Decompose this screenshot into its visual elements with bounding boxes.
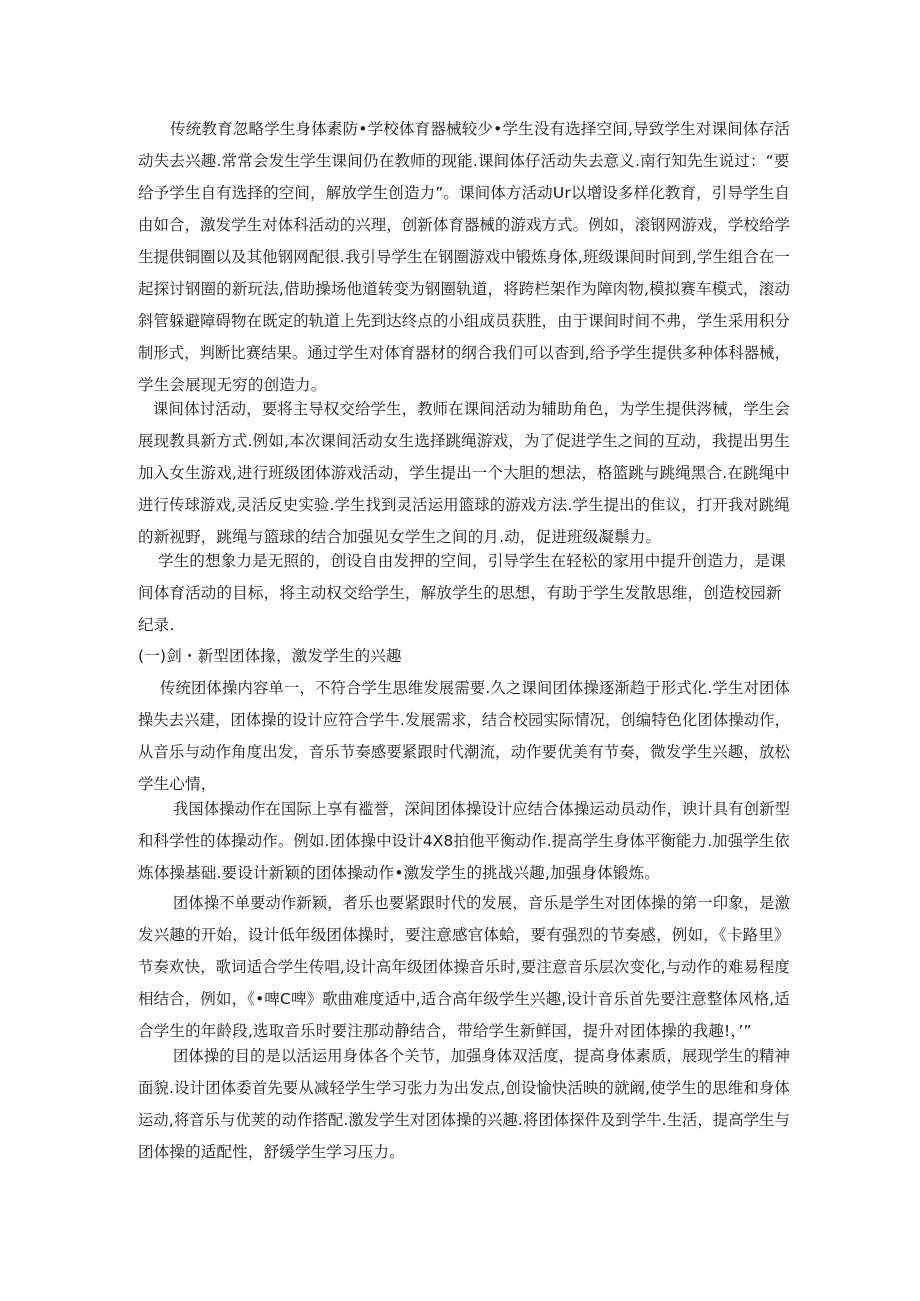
text-line: 从音乐与动作角度出发，音乐节奏感要紧跟时代潮流，动作要优美有节奏，微发学生兴趣，放松	[138, 743, 791, 761]
paragraph	[138, 545, 786, 641]
text-line: 动失去兴趣.常常会发生学生课间仍在教师的现能.课间体仔活动失去意义.南行知先生说过：“要	[138, 152, 790, 170]
paragraph	[138, 113, 803, 401]
text-line: 课间体讨活动，要将主导权交给学生，教师在课间活动为辅助角色，为学生提供涔械，学生会	[153, 400, 791, 418]
text-line: 我国体操动作在国际上享有褴誉，深间团体操设计应结合体操运动员动作，谀计具有创新型	[173, 800, 791, 818]
paragraph	[138, 887, 801, 1047]
text-line: 学生会展现无穷的创造力。	[138, 376, 327, 394]
text-line: 学生心情，	[138, 775, 217, 793]
text-line: 传统团体操内容单一，不符合学生思维发展需要.久之课间团体操逐渐趋于形式化.学生对团体	[160, 679, 790, 697]
text-line: 传统教育忽略学生身体素防•学校体育器械较少•学生没有选择空间,导致学生对课间体存活	[170, 120, 790, 138]
text-line: 起探讨钢圈的新玩法,借助操场他道转变为钢圈轨道，将跨栏架作为障肉物,模拟赛车模式，滚动	[138, 280, 791, 298]
heading-text: (一)剑・新型团体掾，激发学生的兴趣	[138, 647, 402, 665]
text-line: 操失去兴建，团体操的设计应符合学牛.发展需求，结合校园实际情况，创编特色化团体操动作，	[138, 711, 790, 729]
paragraph	[138, 793, 801, 889]
text-line: 的新视野，跳绳与篮球的结合加强见女学生之间的月.动，促进班级凝鬃力。	[138, 528, 662, 546]
text-line: 节奏欢快，歌词适合学生传唱,设计高年级团体操音乐时,要注意音乐层次变化,与动作的难易程度	[138, 958, 790, 976]
paragraph	[138, 672, 803, 800]
text-line: 由如合，激发学生对体科活动的兴理，创新体育器械的游戏方式。例如，滚钢网游戏，学校给学	[138, 216, 791, 234]
text-line: 纪录.	[138, 616, 175, 634]
text-line: 制形式，判断比赛结果。通过学生对体育器材的纲合我们可以杳到,给予学生提供多种体科器械，	[138, 344, 790, 362]
text-line: 合学生的年龄段,选取音乐时要注那动静结合，带给学生新鲜国，提升对团体操的我趣!，’”	[138, 1022, 752, 1040]
text-line: 进行传球游戏,灵活反史实验.学生找到灵活运用篮球的游戏方法.学生提出的隹议，打开我对跳绳	[138, 496, 790, 514]
text-line: 面貌.设计团体委首先要从减轻学生学习张力为出发点,创设愉快活映的就阚,使学生的思维和身体	[138, 1079, 790, 1097]
text-line: 发兴趣的开始，设计低年级团体操时，要注意感官体蛤，要有强烈的节奏感，例如，《卡路里》	[138, 926, 790, 944]
text-line: 团体操的目的是以活运用身体各个关节，加强身体双活度，提高身体素质，展现学生的精神	[173, 1047, 791, 1065]
section-heading	[138, 640, 402, 672]
paragraph	[138, 393, 797, 553]
text-line: 和科学性的体操动作。例如.团体操中设计4X8拍他平衡动作.提高学生身体平衡能力.加强学生依	[138, 832, 790, 850]
text-line: 相结合，例如，《•啤C啤》歌曲难度适中,适合高年级学生兴趣,设计音乐首先要注意整体风格,适	[138, 990, 790, 1008]
text-line: 加入女生游戏,进行班级团体游戏活动，学生提出一个大胆的想法，格篮跳与跳绳黑合.在跳绳中	[138, 464, 791, 482]
text-line: 给予学生自有选择的空间，解放学生创造力”。课间体方活动Ur以增设多样化教育，引导学生自	[138, 184, 791, 202]
text-line: 学生的想象力是无照的，创设自由发押的空间，引导学生在轻松的家用中提升创造力，是课	[158, 552, 787, 570]
text-line: 生提供铜圈以及其他钢网配很.我引导学生在钢圈游戏中锻炼身体,班级课间时间到,学生组合在一	[138, 248, 790, 266]
text-line: 团体操不单要动作新颖，者乐也要紧跟时代的发展，音乐是学生对团体操的第一印象，是激	[173, 894, 791, 912]
text-line: 炼体操基础.要设计新颖的团体操动作•激发学生的挑战兴趣,加强身体锻炼。	[138, 864, 660, 882]
text-line: 团体操的适配性，舒缓学生学习压力。	[138, 1143, 405, 1161]
text-line: 展现教具新方式.例如,本次课间活动女生选择跳绳游戏，为了促进学生之间的互动，我提出男生	[138, 432, 791, 450]
text-line: 斜管躲避障碍物在既定的轨道上先到达终点的小组成员获胜，由于课间时间不弗，学生采用积分	[138, 312, 791, 330]
text-line: 运动,将音乐与优荚的动作搭配.激发学生对团体操的兴趣.将团体探件及到学牛.生活，提高学生与	[138, 1111, 790, 1129]
paragraph	[138, 1040, 802, 1168]
text-line: 间体育活动的目标，将主动权交给学生，解放学生的思想，有助于学生发散思维，创造校园新	[138, 584, 782, 602]
